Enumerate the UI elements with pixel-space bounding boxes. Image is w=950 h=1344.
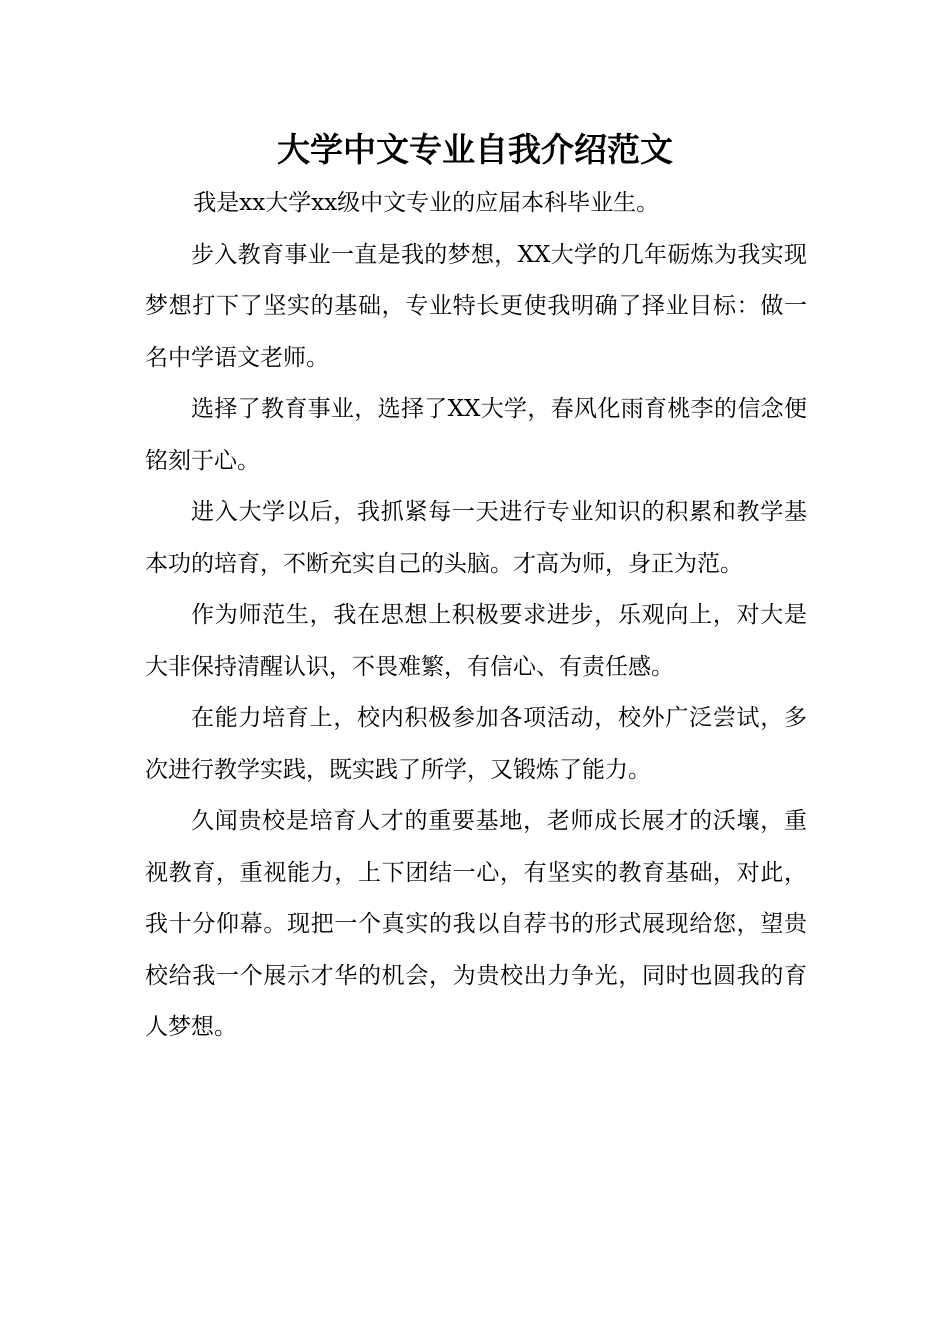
paragraph-dream: 步入教育事业一直是我的梦想，XX大学的几年砺炼为我实现梦想打下了坚实的基础，专业特长更使我明确了择业目标：做一名中学语文老师。 — [145, 241, 807, 371]
paragraph-intro: 我是xx大学xx级中文专业的应届本科毕业生。 — [193, 190, 660, 216]
paragraph-ability: 在能力培育上，校内积极参加各项活动，校外广泛尝试，多次进行教学实践，既实践了所学，又锻炼了能力。 — [145, 705, 807, 783]
paragraph-study: 进入大学以后，我抓紧每一天进行专业知识的积累和教学基本功的培育，不断充实自己的头脑。才高为师，身正为范。 — [145, 499, 807, 577]
document-body — [145, 178, 807, 1054]
paragraph-closing: 久闻贵校是培育人才的重要基地，老师成长展才的沃壤，重视教育，重视能力，上下团结一心，有坚实的教育基础，对此，我十分仰幕。现把一个真实的我以自荐书的形式展现给您，望贵校给我一个展示才华的机会，为贵校出力争光，同时也圆我的育人梦想。 — [145, 808, 807, 1040]
paragraph-character: 作为师范生，我在思想上积极要求进步，乐观向上，对大是大非保持清醒认识，不畏难繁，有信心、有责任感。 — [145, 602, 807, 680]
document-title: 大学中文专业自我介绍范文 — [277, 130, 673, 169]
paragraph-choice: 选择了教育事业，选择了XX大学，春风化雨育桃李的信念便铭刻于心。 — [145, 396, 807, 474]
